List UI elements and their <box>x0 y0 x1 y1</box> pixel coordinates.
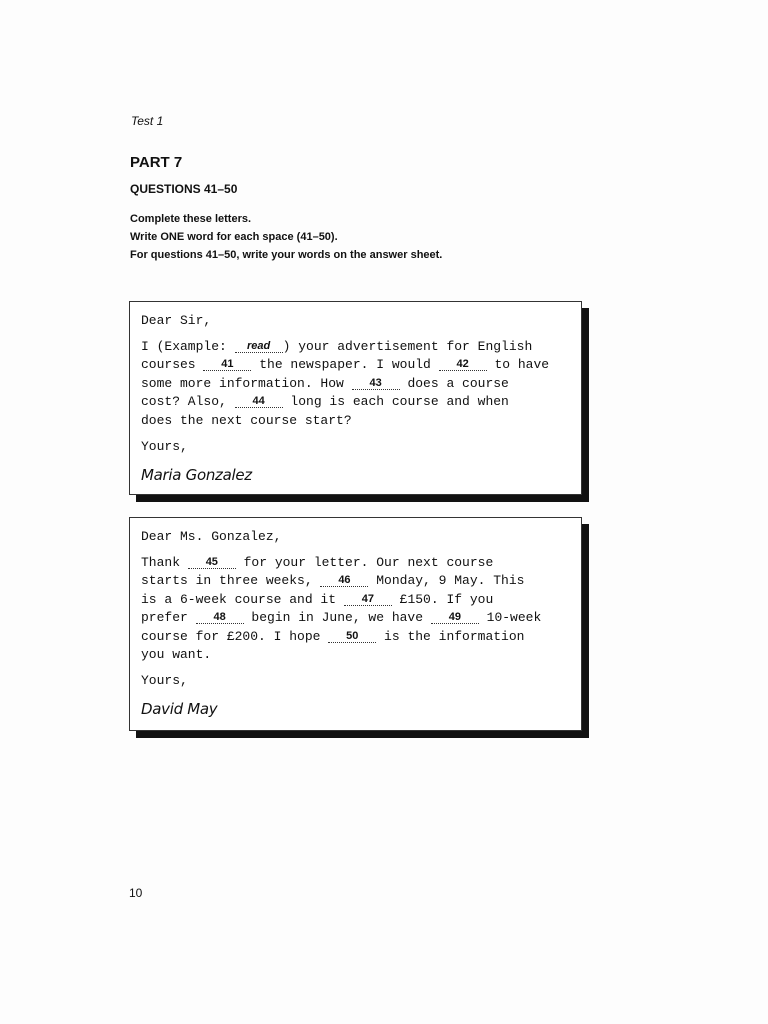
letter-line: you want. <box>141 647 212 663</box>
example-gap <box>235 340 283 353</box>
gap-label: 45 <box>205 556 218 568</box>
text-segment: prefer <box>141 610 196 626</box>
text-segment: course for £200. I hope <box>141 628 329 644</box>
test-label: Test 1 <box>131 114 164 128</box>
letter-line <box>141 338 570 356</box>
letter-greeting: Dear Ms. Gonzalez, <box>141 529 282 544</box>
text-segment: is a 6-week course and it <box>141 591 344 607</box>
letter-line <box>141 591 570 609</box>
gap-label: 46 <box>338 574 351 587</box>
text-segment: cost? Also, <box>141 394 235 410</box>
text-segment: begin in June, we have <box>243 610 431 626</box>
answer-gap-41[interactable] <box>203 358 251 371</box>
letter-line <box>141 554 570 572</box>
text-segment: Monday, 9 May. This <box>368 573 525 589</box>
letter-line: does the next course start? <box>141 412 352 428</box>
text-segment: I (Example: <box>141 339 235 354</box>
text-segment: is the information <box>376 628 525 644</box>
answer-gap-42[interactable] <box>439 358 487 371</box>
letter-line <box>141 375 570 393</box>
answer-gap-50[interactable] <box>328 630 376 643</box>
gap-label: 47 <box>361 592 374 605</box>
gap-label: read <box>247 340 271 352</box>
text-segment: starts in three weeks, <box>141 573 321 589</box>
text-segment: 10-week <box>478 610 542 626</box>
answer-gap-44[interactable] <box>235 395 283 408</box>
letter-line <box>141 393 570 411</box>
letter-box-1 <box>129 301 582 495</box>
instruction-line: For questions 41–50, write your words on the answer sheet. <box>130 249 443 261</box>
gap-label: 50 <box>346 629 359 642</box>
letter-line <box>141 572 570 590</box>
text-segment: Thank <box>141 555 188 570</box>
instruction-line: Complete these letters. <box>130 213 252 225</box>
text-segment: for your letter. Our next course <box>235 555 494 570</box>
letter-box-2 <box>129 517 582 731</box>
letter-line <box>141 628 570 646</box>
text-segment: £150. If you <box>391 591 494 607</box>
answer-gap-43[interactable] <box>352 377 400 390</box>
gap-label: 41 <box>221 358 234 371</box>
letter-body <box>141 554 570 664</box>
gap-label: 48 <box>213 611 226 624</box>
part-title: PART 7 <box>130 154 183 171</box>
text-segment: does a course <box>399 375 509 391</box>
letter-closing: Yours, <box>141 673 188 689</box>
instructions <box>130 210 442 264</box>
text-segment: some more information. How <box>141 375 352 391</box>
text-segment: long is each course and when <box>282 394 509 410</box>
questions-title: QUESTIONS 41–50 <box>130 182 238 196</box>
letter-body <box>141 338 570 430</box>
answer-gap-49[interactable] <box>431 611 479 624</box>
answer-gap-48[interactable] <box>196 611 244 624</box>
letter-signature: David May <box>141 700 218 719</box>
letter-greeting: Dear Sir, <box>141 313 212 328</box>
letter-line <box>141 609 570 627</box>
page-number: 10 <box>129 886 143 900</box>
letter-signature: Maria Gonzalez <box>141 466 252 485</box>
text-segment: courses <box>141 357 204 373</box>
gap-label: 43 <box>369 376 382 389</box>
gap-label: 42 <box>456 358 469 371</box>
letter-closing: Yours, <box>141 439 188 455</box>
text-segment: the newspaper. I would <box>251 357 439 373</box>
text-segment: to have <box>486 357 550 373</box>
text-segment: ) your advertisement for English <box>282 339 533 354</box>
answer-gap-45[interactable] <box>188 556 236 569</box>
letter-line <box>141 356 570 374</box>
gap-label: 49 <box>448 611 461 624</box>
gap-label: 44 <box>252 395 265 408</box>
instruction-line: Write ONE word for each space (41–50). <box>130 231 338 243</box>
answer-gap-47[interactable] <box>344 593 392 606</box>
answer-gap-46[interactable] <box>320 574 368 587</box>
